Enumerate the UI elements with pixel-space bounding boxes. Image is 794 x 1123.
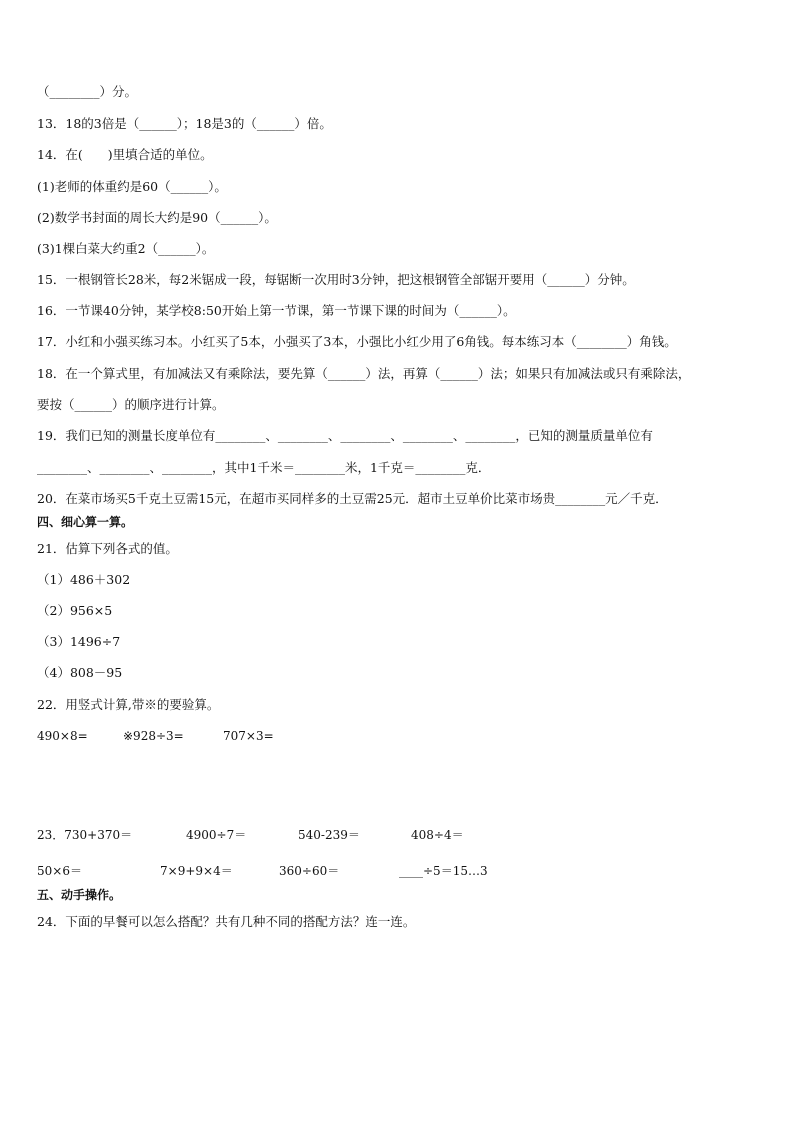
q23-item-2: 4900÷7＝: [186, 828, 247, 842]
question-22: 22．用竖式计算,带※的要验算。: [37, 697, 220, 712]
section-4-heading: 四、细心算一算。: [37, 515, 134, 529]
q23-item-7: 360÷60＝: [279, 864, 340, 878]
question-20: 20．在菜市场买5千克土豆需15元，在超市买同样多的土豆需25元．超市土豆单价比菜市场贵________元／千克．: [37, 491, 668, 506]
q23-item-6: 7×9+9×4＝: [160, 864, 233, 878]
q23-item-1: 23．730+370＝: [37, 828, 133, 842]
q22-item-3: 707×3=: [223, 729, 274, 743]
question-14: 14．在( )里填合适的单位。: [37, 147, 213, 162]
question-24: 24．下面的早餐可以怎么搭配？共有几种不同的搭配方法？连一连。: [37, 914, 416, 929]
question-14-3: (3)1棵白菜大约重2（______）。: [37, 241, 215, 256]
question-15: 15．一根钢管长28米，每2米锯成一段，每锯断一次用时3分钟，把这根钢管全部锯开要用（______）分钟。: [37, 272, 635, 287]
q23-item-8: ____÷5＝15…3: [399, 864, 488, 878]
question-18-cont: 要按（______）的顺序进行计算。: [37, 397, 225, 412]
question-21-3: （3）1496÷7: [37, 634, 121, 649]
question-21-4: （4）808－95: [37, 665, 123, 680]
section-5-heading: 五、动手操作。: [37, 888, 122, 902]
q22-item-2: ※928÷3=: [123, 729, 184, 743]
line-1: （________）分。: [37, 84, 138, 99]
question-17: 17．小红和小强买练习本。小红买了5本，小强买了3本，小强比小红少用了6角钱。每本练习本（________）角钱。: [37, 334, 677, 349]
q23-item-3: 540-239＝: [298, 828, 360, 842]
question-21-2: （2）956×5: [37, 603, 113, 618]
q23-item-4: 408÷4＝: [411, 828, 464, 842]
question-19-cont: ________、________、________，其中1千米＝________米，1千克＝________克．: [37, 460, 491, 475]
q23-item-5: 50×6＝: [37, 864, 82, 878]
question-21-1: （1）486＋302: [37, 572, 131, 587]
q22-item-1: 490×8=: [37, 729, 88, 743]
question-13: 13．18的3倍是（______）；18是3的（______）倍。: [37, 116, 332, 131]
question-21: 21．估算下列各式的值。: [37, 541, 178, 556]
question-19: 19．我们已知的测量长度单位有________、________、________、________、________，已知的测量质量单位有: [37, 428, 653, 443]
question-14-2: (2)数学书封面的周长大约是90（______）。: [37, 210, 277, 225]
question-16: 16．一节课40分钟，某学校8:50开始上第一节课，第一节课下课的时间为（______）。: [37, 303, 516, 318]
question-18: 18．在一个算式里，有加减法又有乘除法，要先算（______）法，再算（______）法；如果只有加减法或只有乘除法，: [37, 366, 691, 381]
question-14-1: (1)老师的体重约是60（______）。: [37, 179, 227, 194]
